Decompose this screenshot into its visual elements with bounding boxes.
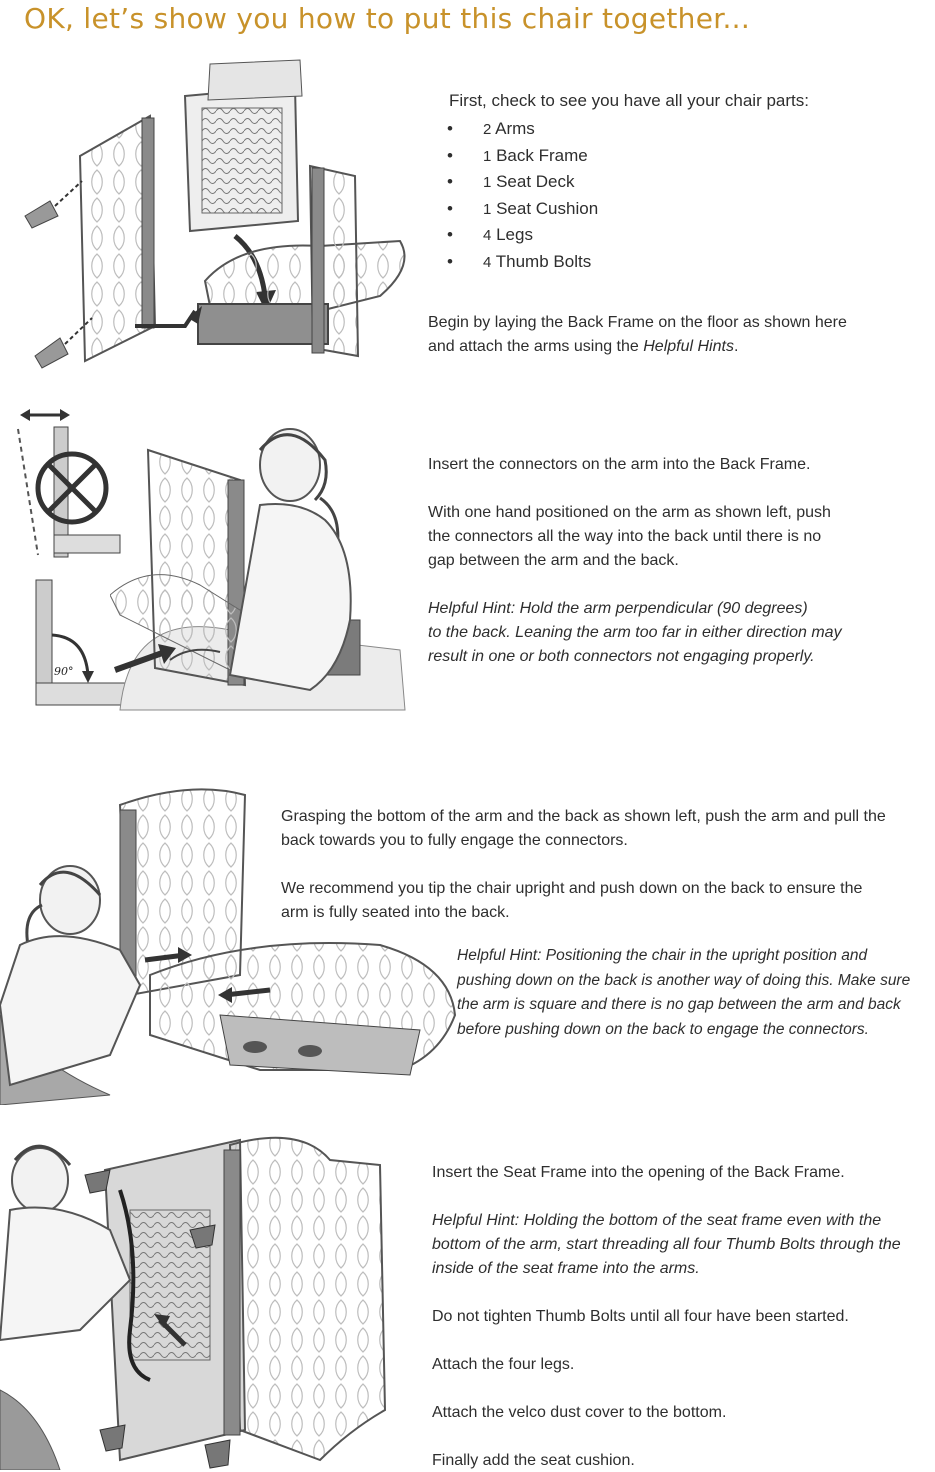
part-qty: 4 (483, 227, 492, 244)
chair-parts-illustration (20, 56, 415, 376)
step3-p2-line1: We recommend you tip the chair upright and push down on the back to ensure the (281, 880, 863, 897)
step2-hint-line1: Helpful Hint: Hold the arm perpendicular (90 degrees) (428, 600, 808, 617)
part-qty: 1 (483, 200, 492, 218)
arm-insert-illustration (110, 420, 410, 715)
step4-hint-line2: bottom of the arm, start threading all four Thumb Bolts through the (432, 1236, 901, 1253)
bullet-icon: • (447, 198, 453, 218)
bullet-icon: • (447, 251, 453, 271)
part-name: Seat Cushion (496, 198, 599, 218)
angle-label: 90° (54, 665, 74, 678)
bullet-icon: • (447, 172, 453, 191)
step4-hint-line1: Helpful Hint: Holding the bottom of the seat frame even with the (432, 1212, 882, 1229)
parts-list (447, 116, 598, 275)
step2-p2-line1: With one hand positioned on the arm as shown left, push (428, 504, 831, 521)
step3-hint (457, 944, 910, 1042)
bullet-icon: • (447, 145, 453, 165)
seat-frame-illustration (0, 1130, 420, 1470)
list-item (447, 249, 598, 276)
step3-hint-line2: pushing down on the back is another way of doing this. Make sure (457, 971, 911, 989)
step4-text (432, 1161, 901, 1472)
step1-line1: Begin by laying the Back Frame on the floor as shown here (428, 314, 847, 331)
part-qty: 2 (483, 121, 492, 138)
part-name: Thumb Bolts (495, 251, 592, 271)
step1-line2-suffix: . (733, 338, 739, 355)
helpful-hints-ref: Helpful Hints (643, 338, 734, 355)
part-name: Legs (496, 225, 533, 244)
step3-hint-line1: Helpful Hint: Positioning the chair in the upright position and (457, 947, 868, 964)
list-item (447, 143, 598, 170)
part-name: Back Frame (496, 145, 588, 165)
part-name: Arms (495, 119, 535, 138)
list-item (447, 222, 598, 249)
step3-text (281, 805, 886, 925)
prohibited-icon (38, 454, 106, 522)
step1-text (428, 311, 847, 359)
step3-p2-line2: arm is fully seated into the back. (281, 904, 510, 921)
step4-p2: Do not tighten Thumb Bolts until all four have been started. (432, 1308, 849, 1325)
step2-p2-line3: gap between the arm and the back. (428, 552, 679, 569)
step2-hint-line3: result in one or both connectors not engaging properly. (428, 648, 815, 665)
step4-p3: Attach the four legs. (432, 1356, 575, 1373)
part-name: Seat Deck (496, 172, 575, 191)
step2-p2-line2: the connectors all the way into the back until there is no (428, 528, 822, 545)
step4-p4: Attach the velco dust cover to the bottom. (432, 1404, 727, 1421)
list-item (447, 169, 598, 196)
step3-hint-line4: before pushing down on the back to engage the connectors. (457, 1020, 869, 1038)
list-item (447, 116, 598, 143)
step4-p1: Insert the Seat Frame into the opening of the Back Frame. (432, 1164, 845, 1181)
step3-hint-line3: the arm is square and there is no gap between the arm and back (457, 996, 901, 1013)
part-qty: 1 (483, 147, 492, 165)
step1-line2 (428, 335, 847, 359)
part-qty: 4 (483, 253, 492, 271)
step2-hint-line2: to the back. Leaning the arm too far in either direction may (428, 624, 842, 641)
parts-intro: First, check to see you have all your chair parts: (449, 91, 809, 110)
bullet-icon: • (447, 225, 453, 244)
list-item (447, 196, 598, 223)
step2-text (428, 453, 842, 669)
part-qty: 1 (483, 174, 492, 191)
step3-p1-line1: Grasping the bottom of the arm and the back as shown left, push the arm and pull the (281, 808, 886, 825)
step2-p1: Insert the connectors on the arm into the Back Frame. (428, 456, 811, 473)
bullet-icon: • (447, 119, 453, 138)
step4-p5: Finally add the seat cushion. (432, 1452, 635, 1469)
step3-p1-line2: back towards you to fully engage the connectors. (281, 832, 628, 849)
step4-hint-line3: inside of the seat frame into the arms. (432, 1260, 700, 1277)
step1-line2-prefix: and attach the arms using the (428, 338, 644, 355)
page-title: OK, let’s show you how to put this chair together... (24, 2, 751, 35)
